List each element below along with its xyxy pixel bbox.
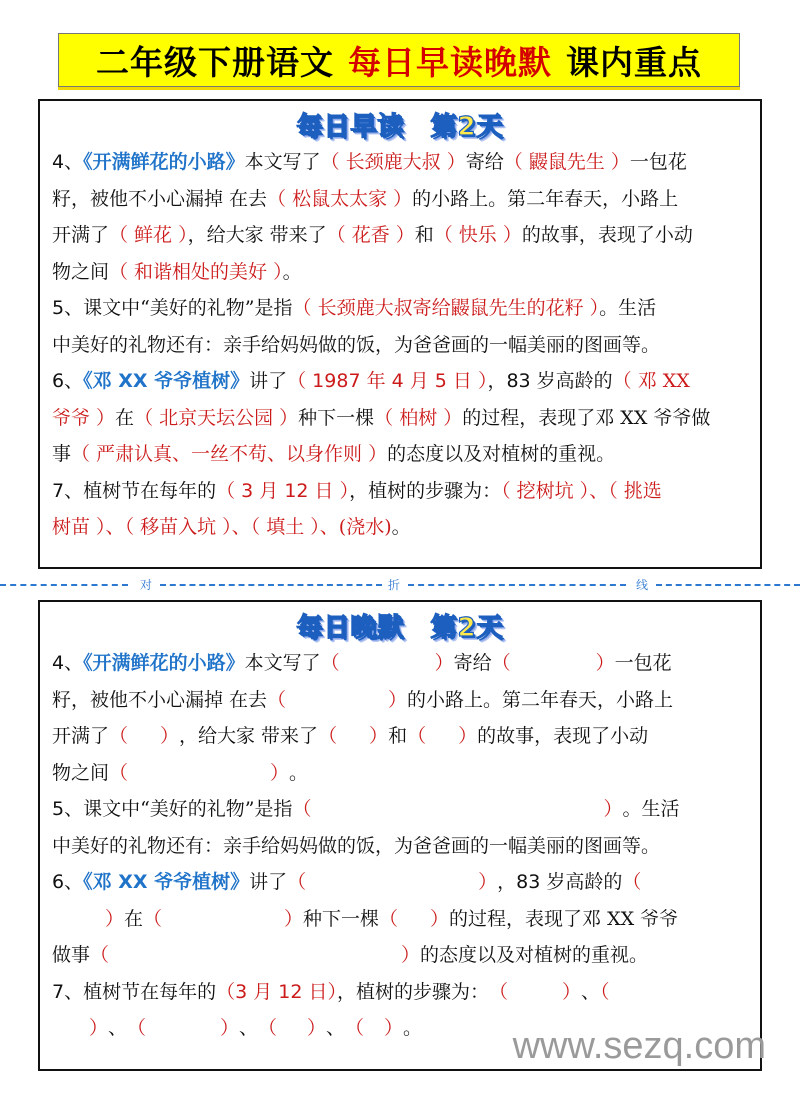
title-key-points: 课内重点 <box>566 42 702 82</box>
question-6-line-1 <box>52 864 750 901</box>
answer-blank[interactable] <box>318 718 388 755</box>
answer: （ 柏树 ） <box>374 406 463 429</box>
separator: 、 <box>589 479 609 502</box>
close-paren: ） <box>307 1017 327 1039</box>
open-paren: （ <box>292 798 312 820</box>
text: 做事 <box>52 944 91 966</box>
question-6-line-3 <box>52 937 750 974</box>
open-paren: （ <box>267 688 287 711</box>
answer-blank[interactable] <box>90 937 420 974</box>
text: 的小路上。第二年春天，小路上 <box>412 187 679 210</box>
text: 的故事，表现了小动 <box>521 224 693 246</box>
question-7-line-1 <box>52 473 750 510</box>
title-morning-evening: 每日早读晚默 <box>348 42 552 82</box>
question-7-line-2 <box>52 509 750 546</box>
close-paren: ） <box>434 652 454 674</box>
text: ，给大家 带来了 <box>179 725 319 747</box>
text: 讲了 <box>249 871 288 893</box>
text: 在 <box>124 907 144 930</box>
evening-banner <box>40 606 760 644</box>
open-paren: （ <box>320 652 340 674</box>
text: 种下一棵 <box>303 907 380 930</box>
answer-blank[interactable] <box>109 755 289 792</box>
close-paren: ） <box>595 652 615 674</box>
answer: （ 鼹鼠先生 ） <box>503 151 630 173</box>
text: ，83 岁高龄的 <box>497 871 623 893</box>
open-paren: （ <box>345 1017 365 1039</box>
day-number: 2 <box>457 612 477 643</box>
separator: 、 <box>105 516 125 538</box>
question-number: 6、 <box>52 871 84 893</box>
question-6-line-2 <box>52 400 750 437</box>
answer: （ 挑选 <box>608 479 662 502</box>
text: 事 <box>52 443 72 465</box>
question-5-line-1 <box>52 791 750 828</box>
question-number: 6、 <box>52 370 84 392</box>
answer: （ 花香 ） <box>326 224 415 246</box>
question-number: 4、 <box>52 151 84 173</box>
text: 讲了 <box>249 370 288 392</box>
text: 。 <box>282 260 302 283</box>
answer: （ 鲜花 ） <box>109 224 188 246</box>
question-4-line-4 <box>52 254 750 291</box>
question-4-line-2 <box>52 181 750 218</box>
text: 开满了 <box>52 224 110 246</box>
text: ，给大家 带来了 <box>187 224 327 246</box>
text: 的态度以及对植树的重视。 <box>387 443 616 465</box>
text: 的过程，表现了邓 XX 爷爷 <box>449 907 679 930</box>
separator: 、 <box>239 1017 259 1039</box>
day-suffix: 天 <box>476 111 504 142</box>
text: ，植树的步骤为： <box>349 479 502 502</box>
morning-reading-section <box>38 99 762 569</box>
lesson-title: 《开满鲜花的小路》 <box>83 652 245 674</box>
text: 寄给 <box>465 151 504 173</box>
text: 的小路上。第二年春天，小路上 <box>407 688 674 711</box>
answer-blank[interactable] <box>143 901 303 938</box>
separator: 、 <box>108 1017 128 1039</box>
answer-blank[interactable] <box>267 682 407 719</box>
text: 。 <box>391 516 411 538</box>
text: 种下一棵 <box>298 406 375 429</box>
text: 的态度以及对植树的重视。 <box>420 944 649 966</box>
answer-blank[interactable] <box>321 645 454 682</box>
banner-label: 每日晚默 <box>296 612 405 643</box>
fold-dash <box>160 584 382 586</box>
open-paren: （ <box>407 725 427 747</box>
banner-label: 每日早读 <box>296 111 405 142</box>
close-paren: ） <box>104 907 124 930</box>
text: 。 <box>289 761 309 784</box>
close-paren: ） <box>270 761 290 784</box>
text: 本文写了 <box>244 151 321 173</box>
separator: 、 <box>581 980 601 1003</box>
open-paren: （ <box>491 652 511 674</box>
close-paren: ） <box>458 725 478 747</box>
question-4-line-4 <box>52 755 750 792</box>
answer-blank[interactable] <box>127 1010 239 1047</box>
text: 物之间 <box>52 260 110 283</box>
question-5-line-2 <box>52 828 750 865</box>
text: 在 <box>115 406 135 429</box>
answer: （ 1987 年 4 月 5 日 ） <box>287 370 488 392</box>
text: 的故事，表现了小动 <box>477 725 649 747</box>
answer-blank[interactable] <box>407 718 477 755</box>
close-paren: ） <box>384 1017 404 1039</box>
question-4-line-1 <box>52 645 750 682</box>
text: 和 <box>414 224 434 246</box>
question-4-line-3 <box>52 718 750 755</box>
answer: 爷爷 ） <box>52 406 116 429</box>
open-paren: （ <box>379 907 399 930</box>
answer: （ 严肃认真、一丝不苟、以身作则 ） <box>71 443 388 465</box>
close-paren: ） <box>562 980 582 1003</box>
text: 开满了 <box>52 725 110 747</box>
answer: （ 快乐 ） <box>433 224 522 246</box>
question-5-line-2 <box>52 327 750 364</box>
day-number: 2 <box>457 111 477 142</box>
banner-day <box>430 106 503 143</box>
text: 寄给 <box>453 652 492 674</box>
fold-dash <box>408 584 626 586</box>
banner-day <box>430 607 503 644</box>
lesson-title: 《开满鲜花的小路》 <box>83 151 245 173</box>
question-4-line-1 <box>52 144 750 181</box>
answer-blank-continued[interactable] <box>52 1010 108 1047</box>
answer-blank[interactable] <box>345 1010 403 1047</box>
answer-blank[interactable] <box>489 974 581 1011</box>
open-paren: （ <box>127 1017 147 1039</box>
answer: （ 填土 ） <box>250 516 320 538</box>
text: 。生活 <box>622 798 680 820</box>
answer-blank-continued[interactable] <box>52 901 124 938</box>
fold-line <box>0 575 800 595</box>
fold-char-3: 线 <box>636 578 649 592</box>
text: 课文中“美好的礼物”是指 <box>83 798 293 820</box>
text: 植树节在每年的 <box>83 980 217 1003</box>
close-paren: ） <box>88 1017 108 1039</box>
open-paren: （ <box>287 871 307 893</box>
text: 植树节在每年的 <box>83 479 217 502</box>
question-6-line-2 <box>52 901 750 938</box>
answer-blank[interactable] <box>293 791 623 828</box>
fold-dash <box>0 584 128 586</box>
fold-char-2: 折 <box>388 578 401 592</box>
open-paren: （ <box>318 725 338 747</box>
open-paren: （ <box>258 1017 278 1039</box>
answer: （ 和谐相处的美好 ） <box>109 260 283 283</box>
answer: (浇水) <box>338 516 392 538</box>
watermark: www.sezq.com <box>512 1025 766 1067</box>
day-prefix: 第 <box>430 612 458 643</box>
question-6-line-1 <box>52 363 750 400</box>
open-paren: （ <box>109 725 129 747</box>
evening-content <box>52 645 750 1047</box>
answer-blank[interactable] <box>109 718 179 755</box>
morning-banner <box>40 105 760 143</box>
fold-dash <box>656 584 800 586</box>
answer: （ 移苗入坑 ） <box>124 516 232 538</box>
answer: （ 挖树坑 ） <box>501 479 590 502</box>
text: 的过程，表现了邓 XX 爷爷做 <box>462 406 711 429</box>
question-number: 5、 <box>52 798 84 820</box>
text: 一包花 <box>614 652 672 674</box>
day-suffix: 天 <box>476 612 504 643</box>
open-paren: （ <box>143 907 163 930</box>
answer-blank[interactable] <box>287 864 497 901</box>
question-6-line-3 <box>52 436 750 473</box>
close-paren: ） <box>401 944 421 966</box>
question-4-line-2 <box>52 682 750 719</box>
question-number: 7、 <box>52 980 84 1003</box>
open-paren: （ <box>109 761 129 784</box>
close-paren: ） <box>284 907 304 930</box>
text: 籽，被他不小心漏掉 在去 <box>52 187 268 210</box>
close-paren: ） <box>160 725 180 747</box>
morning-content <box>52 144 750 546</box>
close-paren: ） <box>220 1017 240 1039</box>
close-paren: ） <box>478 871 498 893</box>
evening-dictation-section <box>38 600 762 1071</box>
answer: 树苗 ） <box>52 516 106 538</box>
close-paren: ） <box>369 725 389 747</box>
text: ，83 岁高龄的 <box>487 370 613 392</box>
question-number: 4、 <box>52 652 84 674</box>
answer: （ 长颈鹿大叔寄给鼹鼠先生的花籽 ） <box>292 297 600 319</box>
text: 课文中“美好的礼物”是指 <box>83 297 293 319</box>
text: 物之间 <box>52 761 110 784</box>
separator: 、 <box>319 516 339 538</box>
answer: （ 3 月 12 日 ） <box>216 479 350 502</box>
open-paren[interactable]: （ <box>600 980 610 1003</box>
answer-blank[interactable] <box>492 645 615 682</box>
title-grade: 二年级下册语文 <box>96 42 334 82</box>
open-paren: （ <box>489 980 509 1003</box>
question-5-line-1 <box>52 290 750 327</box>
separator: 、 <box>231 516 251 538</box>
text: 一包花 <box>629 151 687 173</box>
fold-char-1: 对 <box>140 578 153 592</box>
close-paren: ） <box>430 907 450 930</box>
day-prefix: 第 <box>430 111 458 142</box>
text: 。 <box>403 1017 423 1039</box>
answer-blank[interactable] <box>258 1010 326 1047</box>
text: 本文写了 <box>244 652 321 674</box>
answer: （ 松鼠太太家 ） <box>267 187 413 210</box>
open-paren[interactable]: （ <box>622 871 642 893</box>
answer: （ 北京天坛公园 ） <box>134 406 299 429</box>
text: 籽，被他不小心漏掉 在去 <box>52 688 268 711</box>
text: 和 <box>388 725 408 747</box>
answer: （ 邓 XX <box>612 370 690 392</box>
close-paren: ） <box>603 798 623 820</box>
answer-blank[interactable] <box>379 901 449 938</box>
page-title <box>58 33 740 87</box>
question-number: 7、 <box>52 479 84 502</box>
text: 。生活 <box>599 297 657 319</box>
answer: （ 长颈鹿大叔 ） <box>320 151 466 173</box>
answer: （3 月 12 日） <box>216 980 337 1003</box>
open-paren: （ <box>90 944 110 966</box>
question-7-line-1 <box>52 974 750 1011</box>
text: 中美好的礼物还有：亲手给妈妈做的饭，为爸爸画的一幅美丽的图画等。 <box>52 834 661 857</box>
separator: 、 <box>326 1017 346 1039</box>
text: ，植树的步骤为： <box>337 980 490 1003</box>
question-number: 5、 <box>52 297 84 319</box>
text: 中美好的礼物还有：亲手给妈妈做的饭，为爸爸画的一幅美丽的图画等。 <box>52 333 661 356</box>
lesson-title: 《邓 XX 爷爷植树》 <box>83 871 250 893</box>
close-paren: ） <box>388 688 408 711</box>
lesson-title: 《邓 XX 爷爷植树》 <box>83 370 250 392</box>
question-4-line-3 <box>52 217 750 254</box>
